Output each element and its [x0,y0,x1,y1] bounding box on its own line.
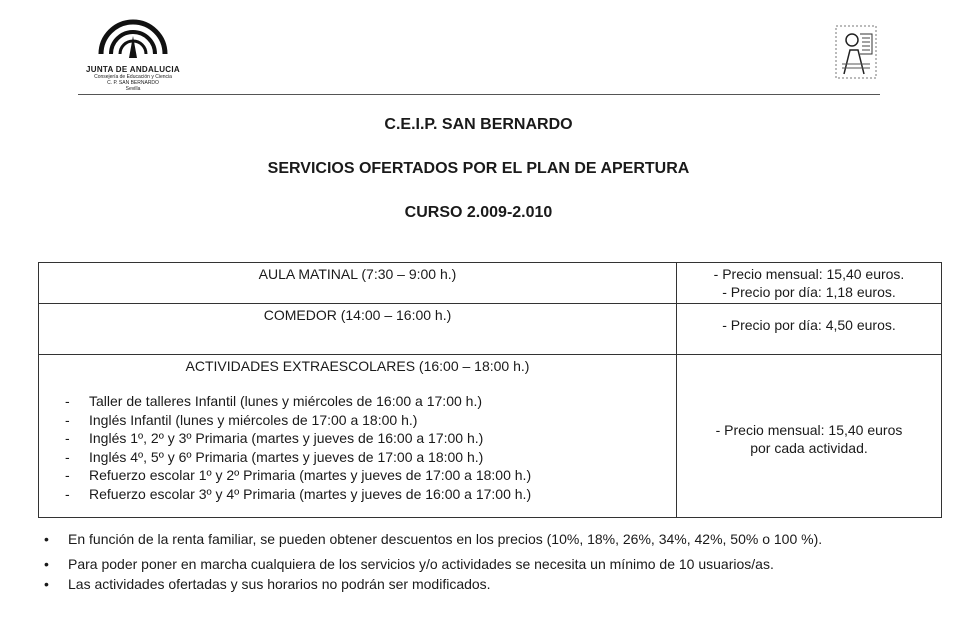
junta-org-sub3: Sevilla [125,86,141,92]
price-line: - Precio por día: 4,50 euros. [722,317,896,333]
activities-list [39,392,676,504]
price-cell [677,304,942,355]
service-cell [39,355,677,518]
junta-org-name: JUNTA DE ANDALUCIA [86,65,180,74]
bullet-icon: • [44,556,49,572]
list-item: - Refuerzo escolar 1º y 2º Primaria (martes y jueves de 17:00 a 18:00 h.) [65,466,676,485]
notes-list [44,529,944,594]
header-divider [78,94,880,95]
school-title: C.E.I.P. SAN BERNARDO [384,116,573,133]
junta-org-sub1: Consejería de Educación y Ciencia [94,74,172,80]
service-cell [39,304,677,355]
note-item [44,554,944,574]
list-item: - Taller de talleres Infantil (lunes y miércoles de 16:00 a 17:00 h.) [65,392,676,411]
note-text: Las actividades ofertadas y sus horarios no podrán ser modificados. [68,576,491,592]
course-title: CURSO 2.009-2.010 [404,204,553,221]
school-emblem-icon [834,24,878,80]
table-row [39,263,942,304]
service-name: ACTIVIDADES EXTRAESCOLARES (16:00 – 18:00 h.) [185,358,530,374]
table-row [39,304,942,355]
table-row [39,355,942,518]
note-item [44,529,944,549]
service-name: AULA MATINAL (7:30 – 9:00 h.) [258,266,457,282]
junta-emblem-icon [95,14,171,64]
price-cell [677,355,942,518]
price-line: - Precio mensual: 15,40 euros. [713,266,905,282]
price-line: - Precio mensual: 15,40 euros [715,422,903,438]
note-text: En función de la renta familiar, se pueden obtener descuentos en los precios (10%, 18%, 26%, 34%, 42%, 50% o 100 %). [68,531,823,547]
service-name: COMEDOR (14:00 – 16:00 h.) [263,307,452,323]
service-cell [39,263,677,304]
bullet-icon: • [44,531,49,547]
price-cell [677,263,942,304]
school-logo [834,24,878,80]
list-item: - Inglés Infantil (lunes y miércoles de 17:00 a 18:00 h.) [65,411,676,430]
services-table [38,262,942,518]
note-item [44,574,944,594]
junta-logo [78,14,188,94]
price-line: por cada actividad. [750,440,868,456]
note-text: Para poder poner en marcha cualquiera de los servicios y/o actividades se necesita un mínimo de 10 usuarios/as. [68,556,774,572]
list-item: - Refuerzo escolar 3º y 4º Primaria (martes y jueves de 16:00 a 17:00 h.) [65,485,676,504]
price-line: - Precio por día: 1,18 euros. [722,284,896,300]
list-item: - Inglés 1º, 2º y 3º Primaria (martes y jueves de 16:00 a 17:00 h.) [65,429,676,448]
services-title: SERVICIOS OFERTADOS POR EL PLAN DE APERTURA [267,160,690,177]
bullet-icon: • [44,576,49,592]
list-item: - Inglés 4º, 5º y 6º Primaria (martes y jueves de 17:00 a 18:00 h.) [65,448,676,467]
junta-org-sub2: C. P. SAN BERNARDO [107,80,159,86]
